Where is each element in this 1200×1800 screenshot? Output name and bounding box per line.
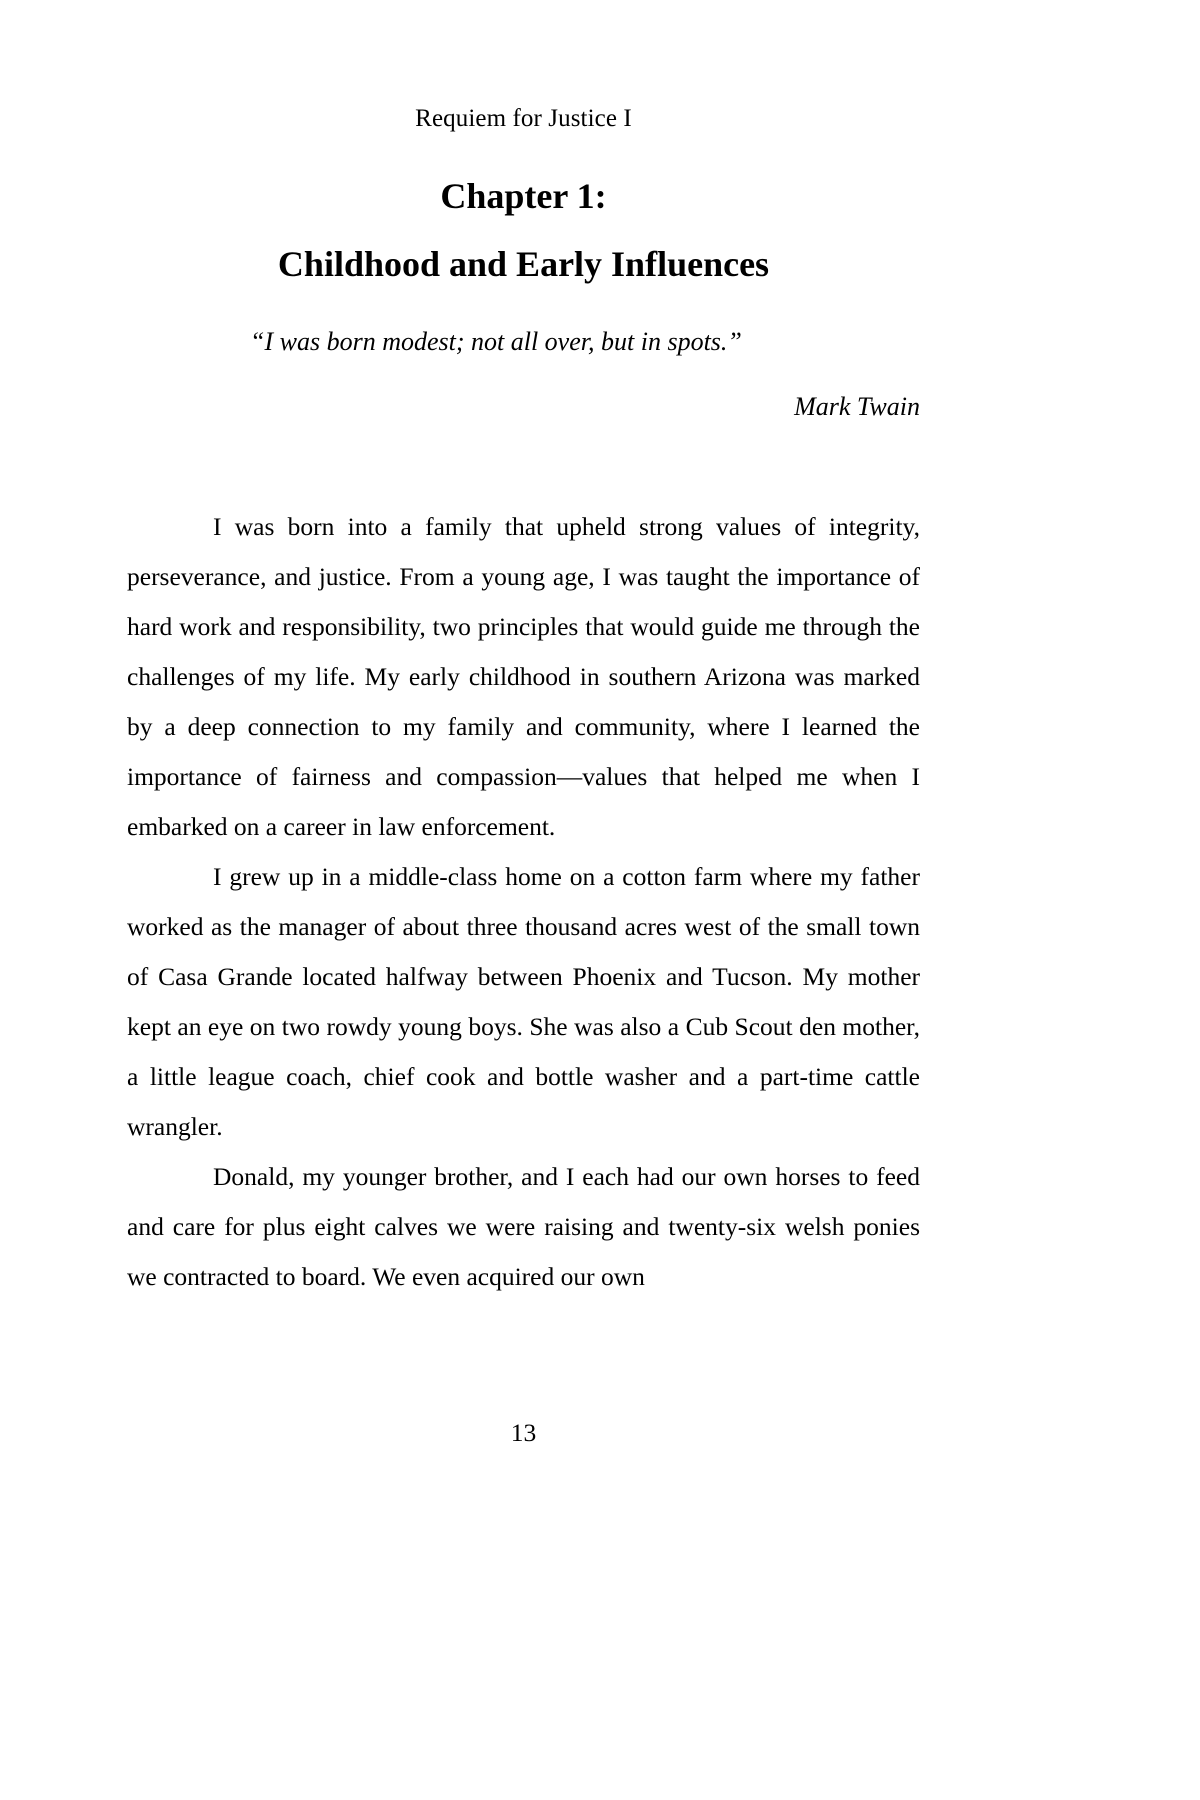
chapter-number-heading: Chapter 1: [440, 176, 607, 216]
page-number: 13 [510, 1418, 537, 1447]
epigraph-attribution: Mark Twain [794, 392, 920, 421]
body-paragraph: I was born into a family that upheld strong values of integrity, perseverance, and justice. From a young age, I was taught the importance of hard work and responsibility, two principles that would guide me through the challenges of my life. My early childhood in southern Arizona was marked by a deep connection to my family and community, where I learned the importance of fairness and compassion—values that helped me when I embarked on a career in law enforcement. [127, 512, 920, 841]
chapter-title-heading: Childhood and Early Influences [277, 244, 770, 284]
body-paragraph: I grew up in a middle-class home on a cotton farm where my father worked as the manager of about three thousand acres west of the small town of Casa Grande located halfway between Phoenix and Tucson. My mother kept an eye on two rowdy young boys. She was also a Cub Scout den mother, a little league coach, chief cook and bottle washer and a part-time cattle wrangler. [127, 862, 920, 1141]
running-header: Requiem for Justice I [415, 105, 632, 132]
epigraph-quote: “I was born modest; not all over, but in spots.” [250, 327, 742, 356]
body-paragraph: Donald, my younger brother, and I each had our own horses to feed and care for plus eight calves we were raising and twenty-six welsh ponies we contracted to board. We even acquired our own [127, 1162, 920, 1291]
body-text-block [127, 502, 920, 1302]
